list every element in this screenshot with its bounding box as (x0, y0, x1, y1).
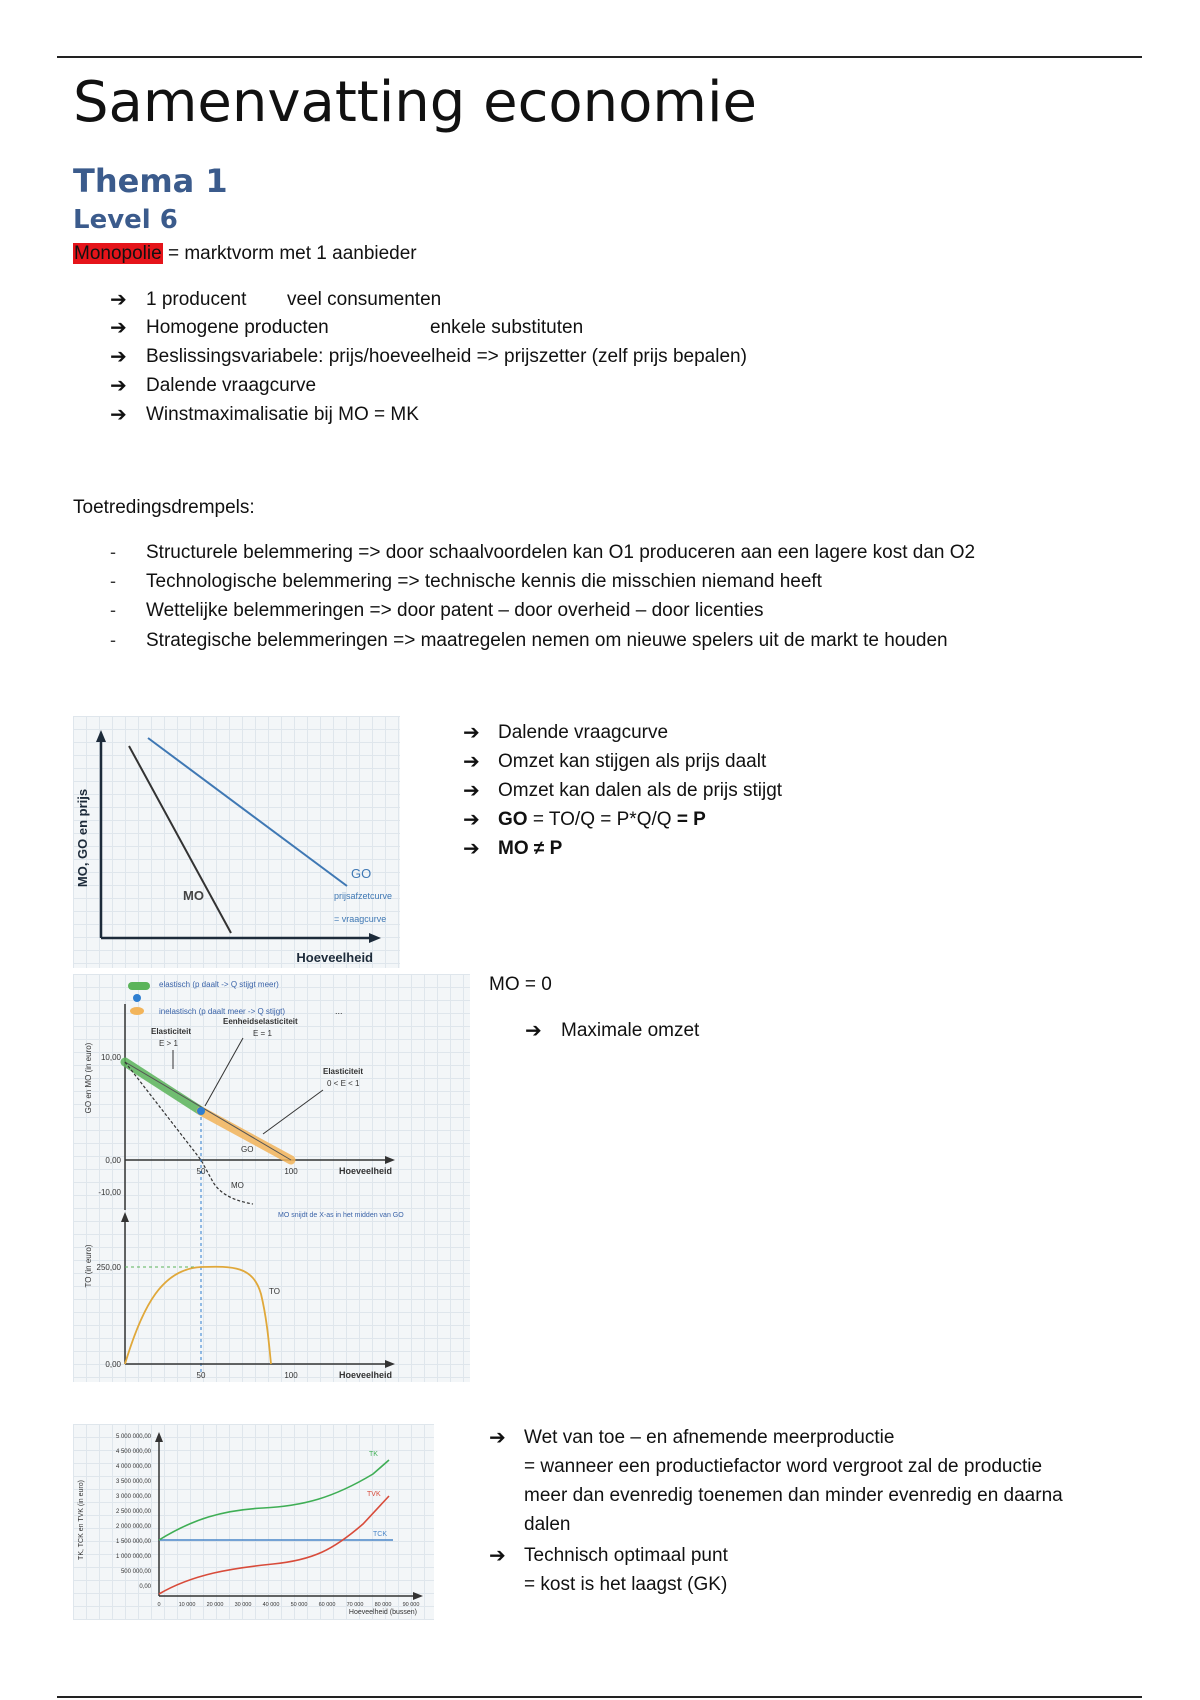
x-axis-label: Hoeveelheid (296, 950, 373, 965)
unit-label: Eenheidselasticiteit (223, 1017, 298, 1026)
go-label: GO (241, 1145, 254, 1154)
theme-heading: Thema 1 (73, 162, 228, 200)
arrow-icon: ➔ (463, 809, 480, 831)
tick-bx50: 50 (196, 1371, 206, 1380)
top-rule (57, 56, 1142, 58)
y-axis-label: MO, GO en prijs (75, 788, 90, 888)
y-tick: 4 500 000,00 (115, 1449, 151, 1455)
x-tick: 20 000 (206, 1602, 224, 1608)
y-tick: 2 500 000,00 (115, 1509, 151, 1515)
monopoly-definition (73, 244, 417, 263)
monopoly-term: Monopolie (74, 243, 162, 264)
y-tick: 2 000 000,00 (115, 1524, 151, 1530)
arrow-icon: ➔ (463, 838, 480, 860)
top-x-label: Hoeveelheid (339, 1166, 393, 1176)
bottom-y-axis-arrow (121, 1212, 129, 1222)
arrow-icon: ➔ (463, 751, 480, 773)
x-tick: 70 000 (346, 1602, 364, 1608)
tick-y10: 10,00 (100, 1053, 121, 1062)
barrier-item: Wettelijke belemmeringen => door patent – door overheid – door licenties (146, 600, 764, 621)
figure-elasticity (73, 974, 470, 1382)
y-tick: 3 500 000,00 (115, 1479, 151, 1485)
x-tick: 0 (157, 1602, 161, 1608)
tvk-curve (159, 1496, 389, 1594)
y-tick: 500 000,00 (120, 1569, 151, 1575)
elastic-label: Elasticiteit (151, 1027, 192, 1036)
arrow-icon: ➔ (525, 1020, 542, 1042)
inelastic-value: 0 < E < 1 (327, 1079, 360, 1088)
tick-bx100: 100 (284, 1371, 298, 1380)
arrow-icon: ➔ (463, 780, 480, 802)
tck-label: TCK (373, 1531, 387, 1538)
x-tick: 60 000 (318, 1602, 336, 1608)
legend-inelastic: inelastisch (p daalt meer -> Q stijgt) (159, 1007, 286, 1016)
level-heading: Level 6 (73, 205, 178, 235)
go-line (125, 1062, 291, 1160)
go-line (148, 738, 347, 886)
tick-x50: 50 (196, 1167, 206, 1176)
unit-value: E = 1 (253, 1029, 272, 1038)
max-omzet: Maximale omzet (561, 1020, 700, 1041)
to-label: TO (269, 1287, 280, 1296)
arrow-icon: ➔ (489, 1545, 506, 1567)
figure-elasticity-svg (73, 974, 470, 1382)
arrow-icon: ➔ (110, 317, 127, 339)
bullet-text: Dalende vraagcurve (146, 375, 317, 396)
x-ticks (157, 1602, 419, 1608)
arrow-icon: ➔ (110, 375, 127, 397)
arrow-icon: ➔ (110, 404, 127, 426)
note-text: Omzet kan stijgen als prijs daalt (498, 751, 767, 772)
legend-unit-swatch (133, 994, 141, 1002)
mo-note: MO snijdt de X-as in het midden van GO (278, 1212, 404, 1219)
go-formula-go: GO (498, 809, 528, 830)
y-tick: 4 000 000,00 (115, 1464, 151, 1470)
bullet-text-secondary: veel consumenten (287, 289, 442, 310)
x-tick: 40 000 (262, 1602, 280, 1608)
law-line: dalen (524, 1514, 571, 1535)
tick-y0: 0,00 (105, 1156, 121, 1165)
mo-formula: MO ≠ P (498, 838, 563, 859)
bullet-text: 1 producent (146, 289, 247, 310)
arrow-icon: ➔ (463, 722, 480, 744)
figure-cost-curves (73, 1424, 434, 1620)
bullet-text: Winstmaximalisatie bij MO = MK (146, 404, 419, 425)
opt-line: = kost is het laagst (GK) (524, 1574, 728, 1595)
tick-y250: 250,00 (96, 1263, 121, 1272)
bullet-text: Homogene producten (146, 317, 329, 338)
law-line: = wanneer een productiefactor word vergroot zal de productie (524, 1456, 1043, 1477)
inelastic-pointer (263, 1090, 323, 1134)
tick-x100: 100 (284, 1167, 298, 1176)
y-ticks (116, 1434, 152, 1590)
opt-title: Technisch optimaal punt (524, 1545, 728, 1566)
x-tick: 90 000 (402, 1602, 420, 1608)
go-formula (498, 810, 706, 829)
y-tick: 1 500 000,00 (115, 1539, 151, 1545)
y-tick: 1 000 000,00 (115, 1554, 151, 1560)
x-tick: 10 000 (178, 1602, 196, 1608)
arrow-icon: ➔ (110, 289, 127, 311)
tick-yb0: 0,00 (105, 1360, 121, 1369)
inelastic-label: Elasticiteit (323, 1067, 364, 1076)
note-text: Dalende vraagcurve (498, 722, 669, 743)
to-curve (125, 1267, 271, 1364)
x-axis-label: Hoeveelheid (bussen) (348, 1609, 417, 1616)
figure-cost-svg (73, 1424, 434, 1620)
dash-bullet: - (110, 600, 116, 620)
mo-zero: MO = 0 (489, 974, 552, 995)
go-formula-mid: = TO/Q = P*Q/Q (527, 809, 677, 830)
figure-demand-svg (73, 716, 400, 968)
arrow-icon: ➔ (489, 1427, 506, 1449)
tvk-label: TVK (367, 1491, 381, 1498)
law-line: meer dan evenredig toenemen dan minder evenredig en daarna (524, 1485, 1063, 1506)
legend-elastic-swatch (128, 982, 150, 990)
go-label: GO (351, 866, 372, 881)
law-title: Wet van toe – en afnemende meerproductie (524, 1427, 895, 1448)
arrow-icon: ➔ (110, 346, 127, 368)
monopoly-definition-text: = marktvorm met 1 aanbieder (162, 243, 417, 264)
legend-elastic: elastisch (p daalt -> Q stijgt meer) (159, 980, 279, 989)
bottom-x-label: Hoeveelheid (339, 1370, 393, 1380)
elastic-value: E > 1 (159, 1039, 178, 1048)
y-tick: 0,00 (139, 1584, 151, 1590)
legend-inelastic-swatch (130, 1007, 144, 1015)
y-axis-label: TK, TCK en TVK (in euro) (78, 1480, 85, 1560)
dash-bullet: - (110, 542, 116, 562)
unit-pointer (205, 1038, 243, 1106)
bullet-text-secondary: enkele substituten (430, 317, 584, 338)
top-y-label: GO en MO (in euro) (84, 1042, 93, 1114)
page-title: Samenvatting economie (73, 70, 757, 135)
barrier-item: Technologische belemmering => technische kennis die misschien niemand heeft (146, 571, 822, 592)
barrier-item: Structurele belemmering => door schaalvoordelen kan O1 produceren aan een lagere kost dan O2 (146, 542, 976, 563)
y-tick: 3 000 000,00 (115, 1494, 151, 1500)
x-axis-arrow (369, 933, 381, 943)
tk-label: TK (369, 1451, 378, 1458)
mo-line (129, 746, 231, 933)
x-tick: 50 000 (290, 1602, 308, 1608)
mo-label: MO (183, 888, 204, 903)
bottom-y-label: TO (in euro) (84, 1244, 93, 1288)
y-axis-arrow (96, 730, 106, 742)
legend-more: ... (335, 1006, 343, 1016)
dash-bullet: - (110, 630, 116, 650)
x-tick: 80 000 (374, 1602, 392, 1608)
bottom-rule (57, 1696, 1142, 1698)
bottom-x-axis-arrow (385, 1360, 395, 1368)
go-elastic-band (125, 1062, 201, 1111)
go-formula-p: = P (676, 809, 706, 830)
tk-curve (159, 1460, 389, 1540)
mo-label: MO (231, 1181, 244, 1190)
barriers-heading: Toetredingsdrempels: (73, 497, 255, 518)
barrier-item: Strategische belemmeringen => maatregelen nemen om nieuwe spelers uit de markt te houden (146, 630, 948, 651)
note-vraagcurve: = vraagcurve (334, 914, 387, 924)
tick-ym10: -10,00 (98, 1188, 121, 1197)
top-x-axis-arrow (385, 1156, 395, 1164)
y-axis-arrow (155, 1432, 163, 1442)
note-text: Omzet kan dalen als de prijs stijgt (498, 780, 783, 801)
figure-demand-curve (73, 716, 400, 968)
x-tick: 30 000 (234, 1602, 252, 1608)
x-axis-arrow (413, 1592, 423, 1600)
bullet-text: Beslissingsvariabele: prijs/hoeveelheid => prijszetter (zelf prijs bepalen) (146, 346, 747, 367)
note-prijsafzetcurve: prijsafzetcurve (334, 891, 393, 901)
dash-bullet: - (110, 571, 116, 591)
y-tick: 5 000 000,00 (115, 1434, 151, 1440)
